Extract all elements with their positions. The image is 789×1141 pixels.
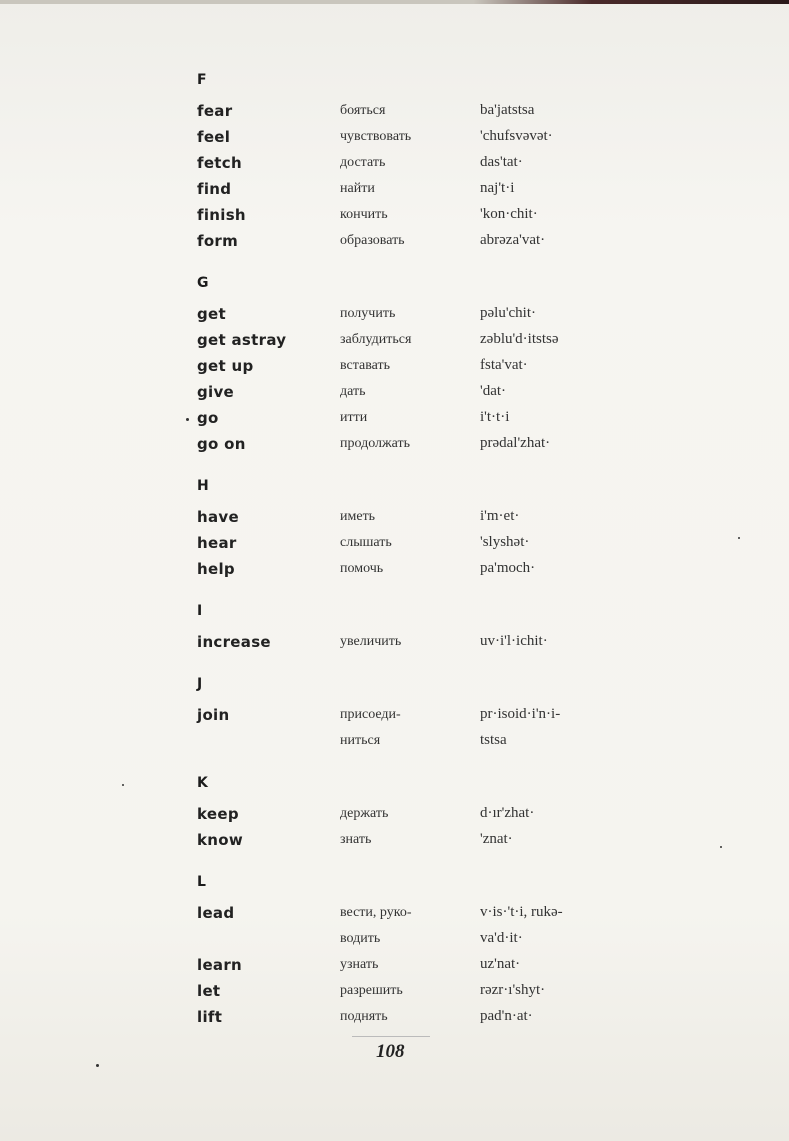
dictionary-entry [0,904,789,946]
english-word: keep [197,805,239,823]
english-word: let [197,982,221,1000]
dictionary-entry [0,805,789,827]
russian-translation: слышать [340,535,392,550]
russian-translation: знать [340,832,372,847]
phonetic-transcription: d·ır'zhat· [480,805,535,821]
phonetic-transcription: va'd·it· [480,930,523,946]
english-word: get up [197,357,254,375]
phonetic-transcription: fsta'vat· [480,357,528,373]
russian-translation: заблудиться [340,332,412,347]
phonetic-transcription: tstsa [480,732,507,748]
dictionary-entry [0,534,789,556]
russian-translation: увеличить [340,634,402,649]
english-word: hear [197,534,237,552]
speck [186,418,189,421]
dictionary-entry [0,508,789,530]
dictionary-entry [0,831,789,853]
phonetic-transcription: v·is·'t·i, rukə- [480,904,563,920]
section-letter: F [197,72,207,88]
russian-translation: помочь [340,561,384,576]
dictionary-entry [0,435,789,457]
dictionary-entry [0,180,789,202]
russian-translation: поднять [340,1009,388,1024]
english-word: help [197,560,235,578]
section-letter: L [197,874,206,890]
russian-translation: вставать [340,358,391,373]
russian-translation: водить [340,931,381,946]
section-letter: G [197,275,209,291]
phonetic-transcription: i'm·et· [480,508,520,524]
phonetic-transcription: ba'jatstsa [480,102,535,118]
phonetic-transcription: rəzr·ı'shyt· [480,982,546,998]
phonetic-transcription: 'slyshət· [480,534,530,550]
phonetic-transcription: prədal'zhat· [480,435,551,451]
phonetic-transcription: naj't·i [480,180,515,196]
english-word: fetch [197,154,242,172]
phonetic-transcription: pad'n·at· [480,1008,533,1024]
speck [122,784,124,786]
phonetic-transcription: pr·isoid·i'n·i- [480,706,561,722]
phonetic-transcription: uz'nat· [480,956,521,972]
speck [738,537,740,539]
phonetic-transcription: zəblu'd·itstsə [480,331,559,347]
russian-translation: образовать [340,233,405,248]
english-word: finish [197,206,246,224]
russian-translation: узнать [340,957,379,972]
russian-translation: получить [340,306,396,321]
section-letter: K [197,775,208,791]
russian-translation: вести, руко- [340,905,412,920]
russian-translation: присоеди- [340,707,401,722]
dictionary-entry [0,357,789,379]
english-word: go on [197,435,246,453]
phonetic-transcription: 'dat· [480,383,507,399]
russian-translation: разрешить [340,983,403,998]
phonetic-transcription: i't·t·i [480,409,510,425]
english-word: form [197,232,239,250]
dictionary-entry [0,331,789,353]
russian-translation: кончить [340,207,388,222]
russian-translation: достать [340,155,386,170]
english-word: lift [197,1008,223,1026]
dictionary-entry [0,706,789,748]
dictionary-entry [0,383,789,405]
dictionary-entry [0,633,789,655]
page-number-rule [352,1036,430,1037]
phonetic-transcription: 'znat· [480,831,513,847]
speck [720,846,722,848]
dictionary-entry [0,956,789,978]
russian-translation: итти [340,410,368,425]
dictionary-entry [0,560,789,582]
phonetic-transcription: abrəza'vat· [480,232,546,248]
page-top-edge [0,0,789,4]
english-word: learn [197,956,243,974]
phonetic-transcription: 'chufsvəvət· [480,128,553,144]
dictionary-entry [0,206,789,228]
english-word: find [197,180,232,198]
dictionary-entry [0,409,789,431]
phonetic-transcription: pa'moch· [480,560,536,576]
english-word: give [197,383,235,401]
english-word: fear [197,102,233,120]
english-word: get astray [197,331,287,349]
russian-translation: бояться [340,103,386,118]
dictionary-entry [0,102,789,124]
english-word: increase [197,633,271,651]
section-letter: J [197,676,203,692]
english-word: have [197,508,239,526]
russian-translation: иметь [340,509,376,524]
russian-translation: продолжать [340,436,411,451]
section-letter: H [197,478,209,494]
english-word: go [197,409,219,427]
phonetic-transcription: uv·i'l·ichit· [480,633,548,649]
russian-translation: держать [340,806,389,821]
english-word: join [197,706,230,724]
english-word: get [197,305,226,323]
page-number: 108 [376,1041,405,1062]
section-letter: I [197,603,203,619]
dictionary-entry [0,982,789,1004]
dictionary-entry [0,305,789,327]
dictionary-entry [0,232,789,254]
dictionary-entry [0,128,789,150]
phonetic-transcription: pəlu'chit· [480,305,537,321]
english-word: feel [197,128,231,146]
russian-translation: чувствовать [340,129,412,144]
russian-translation: найти [340,181,375,196]
dictionary-entry [0,154,789,176]
phonetic-transcription: das'tat· [480,154,523,170]
speck [96,1064,99,1067]
russian-translation: ниться [340,733,381,748]
english-word: know [197,831,244,849]
phonetic-transcription: 'kon·chit· [480,206,538,222]
english-word: lead [197,904,235,922]
dictionary-entry [0,1008,789,1030]
russian-translation: дать [340,384,366,399]
